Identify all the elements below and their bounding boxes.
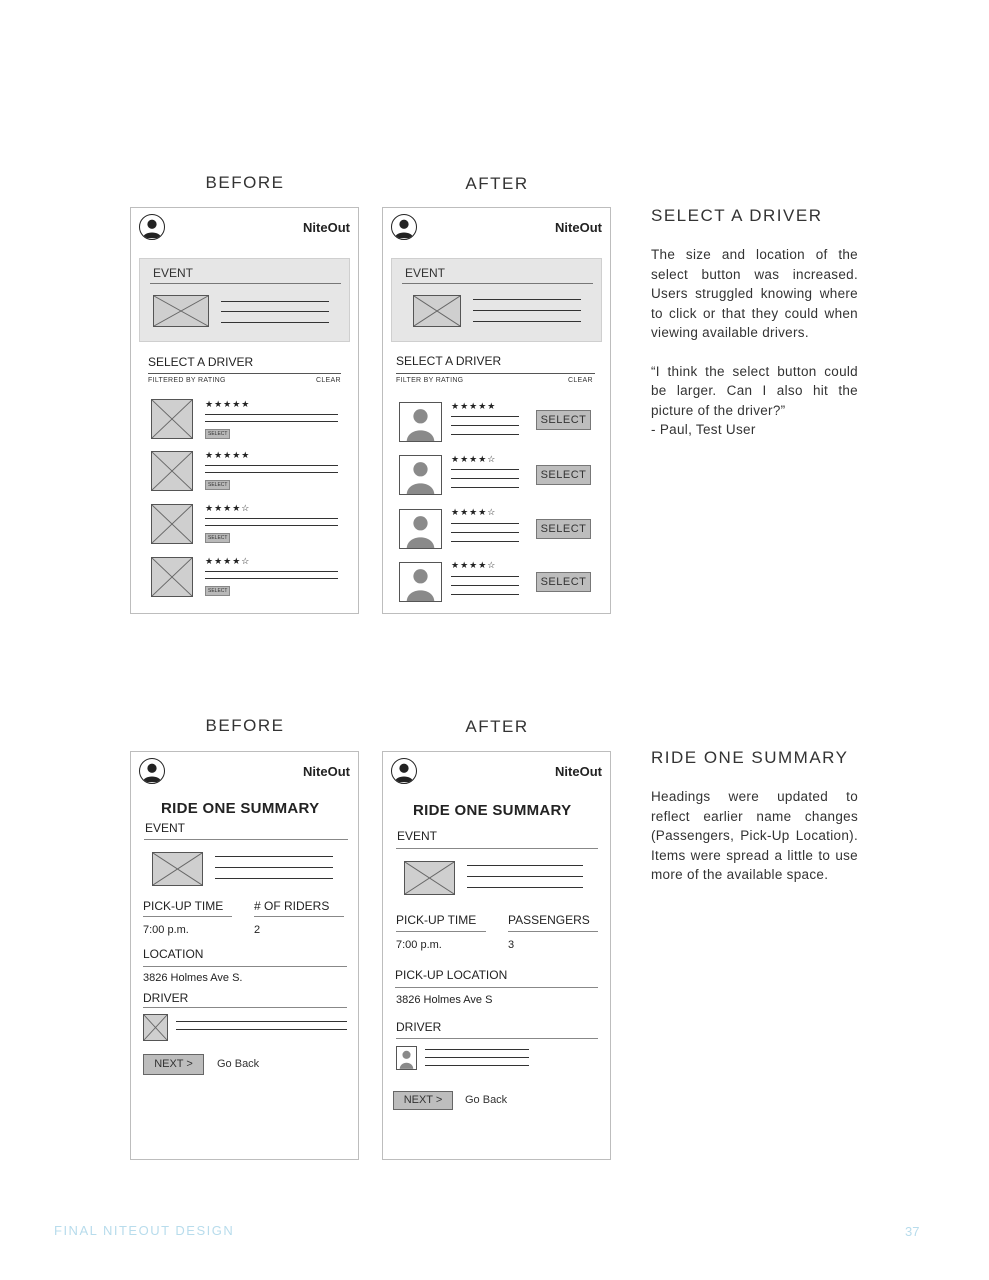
summary-title: RIDE ONE SUMMARY xyxy=(161,800,320,817)
after-label-2: AFTER xyxy=(465,717,529,736)
filter-link[interactable]: FILTERED BY RATING xyxy=(148,377,226,384)
app-logo: NiteOut xyxy=(555,220,602,235)
select-button[interactable]: SELECT xyxy=(536,410,591,430)
select-driver-heading: SELECT A DRIVER xyxy=(396,354,502,368)
select-button[interactable]: SELECT xyxy=(536,465,591,485)
rating-stars: ★★★★★ xyxy=(451,401,497,411)
after-label-1: AFTER xyxy=(465,174,529,193)
next-button[interactable]: NEXT > xyxy=(393,1091,453,1110)
driver-photo[interactable] xyxy=(399,509,442,549)
profile-icon[interactable] xyxy=(391,214,417,240)
pickup-time-label: PICK-UP TIME xyxy=(396,913,477,927)
before-label-1: BEFORE xyxy=(205,173,285,192)
select-button[interactable]: SELECT xyxy=(205,533,230,543)
description-paragraph: Headings were updated to reflect earlier name changes (Passengers, Pick-Up Location). Items were spread a little to use more of the available space. xyxy=(651,789,858,882)
app-logo: NiteOut xyxy=(303,220,350,235)
select-driver-heading: SELECT A DRIVER xyxy=(148,355,254,369)
before-ride-summary-screen xyxy=(130,751,359,1160)
pickup-location-value: 3826 Holmes Ave S xyxy=(396,994,493,1006)
event-image-placeholder xyxy=(152,852,203,886)
event-image-placeholder xyxy=(404,861,455,895)
driver-photo-placeholder xyxy=(143,1014,168,1041)
select-button[interactable]: SELECT xyxy=(205,480,230,490)
next-button[interactable]: NEXT > xyxy=(143,1054,204,1075)
passengers-value: 3 xyxy=(508,939,515,951)
location-value: 3826 Holmes Ave S. xyxy=(143,972,243,984)
rating-stars: ★★★★★ xyxy=(205,399,251,409)
event-label: EVENT xyxy=(153,266,194,280)
event-label: EVENT xyxy=(145,821,186,835)
app-logo: NiteOut xyxy=(555,764,602,779)
location-label: LOCATION xyxy=(143,947,204,961)
driver-photo[interactable] xyxy=(399,402,442,442)
select-driver-description xyxy=(651,245,858,440)
go-back-link[interactable]: Go Back xyxy=(465,1094,508,1106)
event-image-placeholder xyxy=(153,295,209,327)
after-select-driver-screen xyxy=(382,207,611,614)
user-quote: “I think the select button could be larger. Can I also hit the picture of the driver?” xyxy=(651,363,858,418)
passengers-label: PASSENGERS xyxy=(508,913,590,927)
driver-photo[interactable] xyxy=(399,562,442,602)
clear-link[interactable]: CLEAR xyxy=(568,377,593,384)
pickup-time-label: PICK-UP TIME xyxy=(143,899,224,913)
driver-photo-placeholder xyxy=(151,557,193,597)
event-label: EVENT xyxy=(405,266,446,280)
select-button[interactable]: SELECT xyxy=(205,429,230,439)
rating-stars: ★★★★☆ xyxy=(451,560,497,570)
driver-label: DRIVER xyxy=(143,991,189,1005)
driver-photo-placeholder xyxy=(151,399,193,439)
footer-title: FINAL NITEOUT DESIGN xyxy=(54,1223,235,1238)
after-ride-summary-screen xyxy=(382,751,611,1160)
select-button[interactable]: SELECT xyxy=(205,586,230,596)
driver-photo[interactable] xyxy=(396,1046,417,1070)
rating-stars: ★★★★☆ xyxy=(451,454,497,464)
clear-link[interactable]: CLEAR xyxy=(316,377,341,384)
filter-link[interactable]: FILTER BY RATING xyxy=(396,377,464,384)
select-driver-title: SELECT A DRIVER xyxy=(651,206,823,225)
description-paragraph: The size and location of the select button was increased. Users struggled knowing where to click or that they could when viewing available drivers. xyxy=(651,247,858,340)
quote-attribution: - Paul, Test User xyxy=(651,422,756,437)
riders-value: 2 xyxy=(254,924,261,936)
select-button[interactable]: SELECT xyxy=(536,572,591,592)
driver-photo-placeholder xyxy=(151,504,193,544)
driver-photo[interactable] xyxy=(399,455,442,495)
pickup-time-value: 7:00 p.m. xyxy=(143,924,189,936)
rating-stars: ★★★★☆ xyxy=(205,503,251,513)
rating-stars: ★★★★★ xyxy=(205,450,251,460)
event-image-placeholder xyxy=(413,295,461,327)
driver-photo-placeholder xyxy=(151,451,193,491)
before-label-2: BEFORE xyxy=(205,716,285,735)
pickup-location-label: PICK-UP LOCATION xyxy=(395,968,508,982)
ride-summary-description xyxy=(651,787,858,904)
go-back-link[interactable]: Go Back xyxy=(217,1058,260,1070)
profile-icon[interactable] xyxy=(139,758,165,784)
profile-icon[interactable] xyxy=(391,758,417,784)
riders-label: # OF RIDERS xyxy=(254,899,330,913)
event-card[interactable] xyxy=(139,258,350,342)
pickup-time-value: 7:00 p.m. xyxy=(396,939,442,951)
event-card[interactable] xyxy=(391,258,602,342)
profile-icon[interactable] xyxy=(139,214,165,240)
rating-stars: ★★★★☆ xyxy=(451,507,497,517)
before-select-driver-screen xyxy=(130,207,359,614)
rating-stars: ★★★★☆ xyxy=(205,556,251,566)
event-label: EVENT xyxy=(397,829,438,843)
select-button[interactable]: SELECT xyxy=(536,519,591,539)
ride-summary-title: RIDE ONE SUMMARY xyxy=(651,748,849,767)
driver-label: DRIVER xyxy=(396,1020,442,1034)
app-logo: NiteOut xyxy=(303,764,350,779)
summary-title: RIDE ONE SUMMARY xyxy=(413,802,572,819)
page-number: 37 xyxy=(905,1224,920,1239)
